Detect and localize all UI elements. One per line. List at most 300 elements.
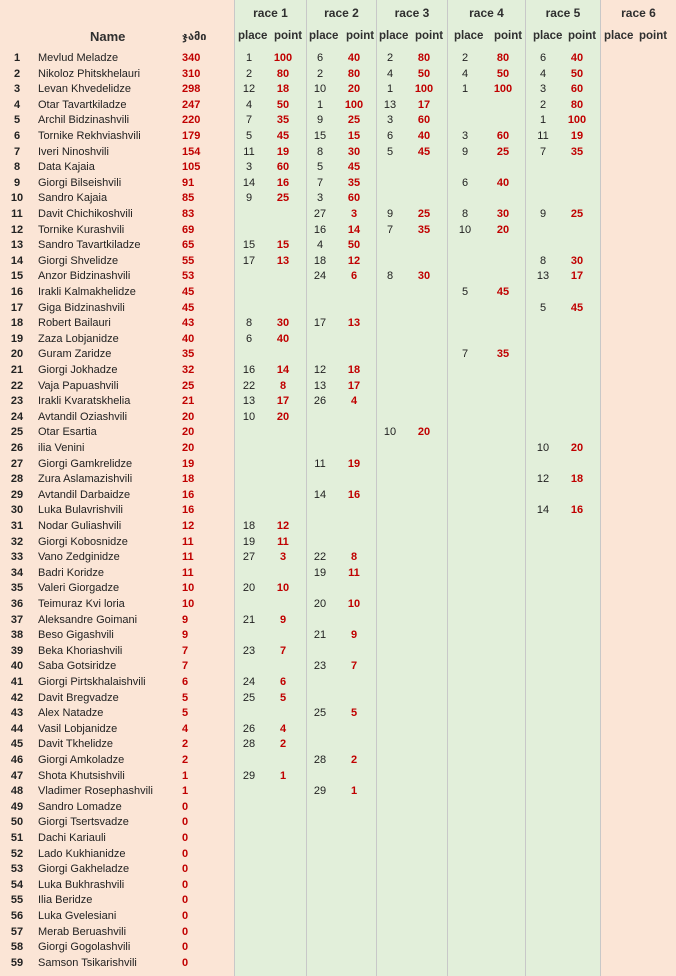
player-name-cell: Tornike Rekhviashvili <box>38 130 141 142</box>
rank-cell: 10 <box>10 192 24 205</box>
rank-cell: 57 <box>10 925 24 938</box>
player-name-cell: Giorgi Kobosnidze <box>38 535 128 548</box>
table-row <box>0 831 676 847</box>
table-row <box>0 566 676 582</box>
race1-point-cell: 14 <box>276 364 290 376</box>
table-row <box>0 925 676 941</box>
total-points-cell: 40 <box>182 332 195 345</box>
race3-place-cell: 1 <box>386 83 394 96</box>
player-name-cell: Beso Gigashvili <box>38 629 114 642</box>
race1-point-cell: 45 <box>276 130 290 142</box>
player-name-cell: Giorgi Pirtskhalaishvili <box>38 676 146 688</box>
race3-point-cell: 50 <box>417 67 431 80</box>
total-points-cell: 55 <box>182 254 195 267</box>
player-name-cell: Vladimer Rosephashvili <box>38 785 153 798</box>
player-name-cell: Archil Bidzinashvili <box>38 114 130 127</box>
player-name-cell: Avtandil Darbaidze <box>38 488 131 501</box>
player-name-cell: Anzor Bidzinashvili <box>38 270 131 283</box>
total-points-cell: 11 <box>182 551 194 564</box>
race1-point-cell: 30 <box>276 317 290 330</box>
race5-point-cell: 80 <box>570 98 584 111</box>
race3-point-cell: 100 <box>414 83 434 96</box>
player-name-cell: Giorgi Bilseishvili <box>38 176 122 189</box>
table-row <box>0 425 676 441</box>
race1-place-cell: 25 <box>242 691 256 704</box>
race2-point-cell: 30 <box>347 145 361 158</box>
race2-point-cell: 4 <box>350 395 358 408</box>
total-points-cell: 19 <box>182 457 195 470</box>
total-points-cell: 18 <box>182 473 195 486</box>
race4-point-cell: 100 <box>493 83 513 96</box>
table-row <box>0 176 676 192</box>
rank-cell: 44 <box>10 722 24 735</box>
total-points-cell: 179 <box>182 130 201 142</box>
player-name-cell: Giorgi Jokhadze <box>38 364 118 376</box>
player-name-cell: Irakli Kvaratskhelia <box>38 395 131 408</box>
race5-place-cell: 3 <box>539 83 547 96</box>
table-row <box>0 410 676 426</box>
race2-point-cell: 9 <box>350 629 358 642</box>
total-points-cell: 83 <box>182 208 195 220</box>
player-name-cell: ilia Venini <box>38 442 85 454</box>
race4-place-cell: 10 <box>458 223 472 236</box>
race4-place-cell: 2 <box>461 52 469 64</box>
total-points-cell: 5 <box>182 691 189 704</box>
player-name-cell: Robert Bailauri <box>38 317 111 330</box>
table-row <box>0 753 676 769</box>
race4-point-header: point <box>494 30 523 42</box>
total-points-cell: 0 <box>182 878 189 891</box>
table-row <box>0 675 676 691</box>
rank-cell: 21 <box>10 364 24 376</box>
player-name-cell: Luka Bulavrishvili <box>38 504 123 517</box>
rank-cell: 40 <box>10 660 24 673</box>
race1-place-cell: 14 <box>242 176 256 189</box>
rank-cell: 1 <box>13 52 21 64</box>
table-row <box>0 815 676 831</box>
race1-point-cell: 40 <box>276 332 290 345</box>
player-name-cell: Lado Kukhianidze <box>38 847 126 860</box>
rank-cell: 4 <box>13 98 21 111</box>
race1-point-cell: 60 <box>276 161 290 174</box>
rank-cell: 11 <box>11 208 23 220</box>
race4-place-header: place <box>454 30 484 42</box>
player-name-cell: Vano Zedginidze <box>38 551 120 564</box>
table-row <box>0 613 676 629</box>
race2-point-cell: 13 <box>347 317 361 330</box>
total-points-cell: 69 <box>182 223 195 236</box>
race1-point-cell: 5 <box>279 691 287 704</box>
rank-cell: 59 <box>10 956 24 969</box>
rank-cell: 51 <box>10 832 24 844</box>
race2-point-cell: 3 <box>350 208 358 220</box>
player-name-cell: Vaja Papuashvili <box>38 379 119 392</box>
table-row <box>0 550 676 566</box>
race2-point-cell: 12 <box>347 254 361 267</box>
race5-place-cell: 13 <box>536 270 550 283</box>
player-name-cell: Mevlud Meladze <box>38 52 119 64</box>
rank-cell: 20 <box>10 348 24 361</box>
race2-place-cell: 6 <box>316 52 324 64</box>
player-name-cell: Zaza Lobjanidze <box>38 332 119 345</box>
player-name-cell: Data Kajaia <box>38 161 95 174</box>
race4-place-cell: 8 <box>461 208 469 220</box>
race1-point-cell: 10 <box>276 582 290 595</box>
rank-cell: 42 <box>10 691 24 704</box>
total-points-cell: 310 <box>182 67 201 80</box>
total-points-cell: 220 <box>182 114 201 127</box>
name-header: Name <box>90 29 126 44</box>
player-name-cell: Luka Gvelesiani <box>38 910 117 922</box>
table-row <box>0 285 676 301</box>
rank-cell: 46 <box>10 754 24 766</box>
race4-header: race 4 <box>469 6 504 20</box>
player-name-cell: Saba Gotsiridze <box>38 660 117 673</box>
race3-point-cell: 17 <box>417 98 431 111</box>
table-row <box>0 160 676 176</box>
race4-place-cell: 9 <box>461 145 469 158</box>
total-points-cell: 0 <box>182 832 189 844</box>
table-row <box>0 940 676 956</box>
player-name-cell: Levan Khvedelidze <box>38 83 131 96</box>
race3-point-cell: 80 <box>417 52 431 64</box>
race5-point-cell: 17 <box>570 270 584 283</box>
race2-point-cell: 14 <box>347 223 361 236</box>
rank-cell: 17 <box>10 301 24 314</box>
race6-point-header: point <box>639 30 668 42</box>
player-name-cell: Giorgi Shvelidze <box>38 254 119 267</box>
player-name-cell: Giga Bidzinashvili <box>38 301 125 314</box>
race2-point-cell: 11 <box>348 566 360 579</box>
race5-place-cell: 10 <box>536 442 550 454</box>
rank-cell: 24 <box>10 410 24 423</box>
race4-point-cell: 25 <box>496 145 510 158</box>
race1-place-cell: 21 <box>242 613 256 626</box>
total-points-cell: 65 <box>182 239 195 252</box>
rank-cell: 49 <box>10 800 24 813</box>
race3-place-cell: 9 <box>386 208 394 220</box>
race5-place-cell: 5 <box>539 301 547 314</box>
race2-place-cell: 17 <box>313 317 327 330</box>
race2-point-cell: 10 <box>347 598 361 610</box>
race5-header: race 5 <box>545 6 581 20</box>
table-row <box>0 238 676 254</box>
total-points-cell: 85 <box>182 192 195 205</box>
player-name-cell: Nikoloz Phitskhelauri <box>38 67 141 80</box>
rank-cell: 47 <box>10 769 24 782</box>
race2-point-cell: 100 <box>344 98 364 111</box>
race1-place-cell: 28 <box>242 738 256 751</box>
rank-cell: 48 <box>10 785 24 798</box>
table-row <box>0 581 676 597</box>
total-points-cell: 11 <box>182 566 194 579</box>
total-points-cell: 0 <box>182 925 189 938</box>
player-name-cell: Otar Tavartkiladze <box>38 98 127 111</box>
total-points-cell: 247 <box>182 98 201 111</box>
total-points-cell: 11 <box>182 535 194 548</box>
race1-point-cell: 11 <box>277 535 289 548</box>
total-points-cell: 0 <box>182 894 189 907</box>
race3-place-cell: 10 <box>383 426 397 439</box>
race3-point-cell: 30 <box>417 270 431 283</box>
race1-place-cell: 4 <box>245 98 253 111</box>
table-row <box>0 67 676 83</box>
race1-point-cell: 1 <box>279 769 287 782</box>
player-name-cell: Avtandil Oziashvili <box>38 410 128 423</box>
player-name-cell: Giorgi Gogolashvili <box>38 941 131 954</box>
race2-point-cell: 7 <box>350 660 358 673</box>
table-row <box>0 223 676 239</box>
race5-place-cell: 11 <box>537 130 549 142</box>
total-points-cell: 25 <box>182 379 195 392</box>
total-points-cell: 0 <box>182 863 189 876</box>
race3-point-header: point <box>415 30 444 42</box>
race3-place-cell: 7 <box>386 223 394 236</box>
rank-cell: 14 <box>10 254 24 267</box>
race5-point-cell: 100 <box>567 114 587 127</box>
total-points-cell: 0 <box>182 800 189 813</box>
table-row <box>0 113 676 129</box>
race2-place-cell: 12 <box>313 364 327 376</box>
rank-cell: 39 <box>10 644 24 657</box>
player-name-cell: Merab Beruashvili <box>38 925 127 938</box>
race4-point-cell: 60 <box>496 130 510 142</box>
table-row <box>0 301 676 317</box>
table-row <box>0 51 676 67</box>
table-row <box>0 82 676 98</box>
total-points-cell: 12 <box>182 520 195 532</box>
table-row <box>0 503 676 519</box>
table-row <box>0 878 676 894</box>
race2-point-cell: 25 <box>347 114 361 127</box>
race1-point-cell: 8 <box>279 379 287 392</box>
rank-cell: 18 <box>10 317 24 330</box>
race2-place-cell: 29 <box>313 785 327 798</box>
race2-place-header: place <box>309 30 339 42</box>
race3-point-cell: 20 <box>417 426 431 439</box>
table-row <box>0 98 676 114</box>
rank-cell: 37 <box>10 613 24 626</box>
player-name-cell: Vasil Lobjanidze <box>38 722 118 735</box>
race1-point-cell: 3 <box>279 551 287 564</box>
race5-place-cell: 14 <box>536 504 550 517</box>
race2-place-cell: 1 <box>316 98 324 111</box>
race6-place-header: place <box>604 30 634 42</box>
race1-place-cell: 15 <box>242 239 256 252</box>
race2-point-cell: 6 <box>350 270 358 283</box>
total-points-cell: 0 <box>182 956 189 969</box>
race2-point-cell: 45 <box>347 161 361 174</box>
race2-place-cell: 10 <box>313 83 327 96</box>
race2-point-cell: 2 <box>350 754 358 766</box>
race5-place-cell: 9 <box>539 208 547 220</box>
race4-point-cell: 35 <box>496 348 510 361</box>
table-row <box>0 269 676 285</box>
table-row <box>0 800 676 816</box>
rank-cell: 5 <box>13 114 21 127</box>
player-name-cell: Tornike Kurashvili <box>38 223 125 236</box>
table-row <box>0 784 676 800</box>
race3-place-cell: 6 <box>386 130 394 142</box>
race2-place-cell: 22 <box>313 551 327 564</box>
race1-place-cell: 19 <box>242 535 256 548</box>
player-name-cell: Davit Chichikoshvili <box>38 208 133 220</box>
rank-cell: 56 <box>10 910 24 922</box>
table-row <box>0 535 676 551</box>
race5-point-cell: 45 <box>570 301 584 314</box>
race4-place-cell: 6 <box>461 176 469 189</box>
race1-place-cell: 11 <box>243 145 255 158</box>
total-points-cell: 45 <box>182 286 195 298</box>
rank-cell: 6 <box>13 130 21 142</box>
race5-point-cell: 35 <box>570 145 584 158</box>
rank-cell: 53 <box>10 863 24 876</box>
total-points-cell: 9 <box>182 629 189 642</box>
race2-place-cell: 2 <box>316 67 324 80</box>
rank-cell: 23 <box>10 395 24 408</box>
race1-place-header: place <box>238 30 268 42</box>
race4-point-cell: 45 <box>496 286 510 298</box>
total-points-cell: 4 <box>182 722 189 735</box>
race5-place-cell: 4 <box>539 67 547 80</box>
table-row <box>0 706 676 722</box>
race4-place-cell: 3 <box>461 130 469 142</box>
race6-header: race 6 <box>621 6 656 20</box>
total-points-cell: 10 <box>182 598 195 610</box>
total-points-cell: 0 <box>182 941 189 954</box>
table-row <box>0 488 676 504</box>
table-row <box>0 862 676 878</box>
total-points-cell: 91 <box>182 176 195 189</box>
race4-point-cell: 40 <box>496 176 510 189</box>
race1-point-cell: 12 <box>276 520 290 532</box>
rank-cell: 36 <box>10 598 24 610</box>
race2-place-cell: 24 <box>313 270 327 283</box>
player-name-cell: Samson Tsikarishvili <box>38 956 137 969</box>
race2-place-cell: 26 <box>313 395 327 408</box>
race3-point-cell: 35 <box>417 223 431 236</box>
race1-place-cell: 3 <box>245 161 253 174</box>
race5-place-header: place <box>533 30 563 42</box>
rank-cell: 58 <box>10 941 24 954</box>
race3-place-cell: 2 <box>386 52 394 64</box>
race1-place-cell: 16 <box>242 364 256 376</box>
race2-point-cell: 15 <box>347 130 361 142</box>
player-name-cell: Davit Tkhelidze <box>38 738 113 751</box>
race3-place-header: place <box>379 30 409 42</box>
player-name-cell: Aleksandre Goimani <box>38 613 138 626</box>
player-name-cell: Iveri Ninoshvili <box>38 145 109 158</box>
race1-place-cell: 5 <box>245 130 253 142</box>
race2-point-cell: 35 <box>347 176 361 189</box>
race1-point-cell: 17 <box>276 395 290 408</box>
player-name-cell: Davit Bregvadze <box>38 691 119 704</box>
race1-point-cell: 50 <box>276 98 290 111</box>
race5-place-cell: 1 <box>539 114 547 127</box>
total-points-cell: 21 <box>182 395 195 408</box>
race5-place-cell: 6 <box>539 52 547 64</box>
rank-cell: 8 <box>13 161 21 174</box>
table-row <box>0 145 676 161</box>
race5-point-cell: 40 <box>570 52 584 64</box>
race2-place-cell: 8 <box>316 145 324 158</box>
race1-point-cell: 6 <box>279 676 287 688</box>
race1-point-cell: 16 <box>276 176 290 189</box>
rank-cell: 54 <box>10 878 24 891</box>
race3-point-cell: 25 <box>417 208 431 220</box>
table-row <box>0 737 676 753</box>
race1-point-cell: 20 <box>276 410 290 423</box>
race5-point-cell: 20 <box>570 442 584 454</box>
player-name-cell: Sandro Kajaia <box>38 192 108 205</box>
total-points-cell: 20 <box>182 442 195 454</box>
race1-place-cell: 12 <box>242 83 256 96</box>
race2-place-cell: 14 <box>313 488 327 501</box>
race1-point-cell: 18 <box>276 83 290 96</box>
race1-place-cell: 18 <box>242 520 256 532</box>
total-points-cell: 0 <box>182 816 189 829</box>
race3-point-cell: 45 <box>417 145 431 158</box>
race1-place-cell: 8 <box>245 317 253 330</box>
rank-cell: 41 <box>10 676 24 688</box>
race2-place-cell: 15 <box>313 130 327 142</box>
total-points-cell: 7 <box>182 660 189 673</box>
table-row <box>0 379 676 395</box>
table-row <box>0 347 676 363</box>
total-points-cell: 2 <box>182 754 189 766</box>
rank-cell: 32 <box>10 535 24 548</box>
race5-point-cell: 18 <box>570 473 584 486</box>
table-row <box>0 769 676 785</box>
race2-place-cell: 23 <box>313 660 327 673</box>
race3-point-cell: 40 <box>417 130 431 142</box>
race1-point-header: point <box>274 30 303 42</box>
rank-cell: 3 <box>13 83 21 96</box>
race1-point-cell: 25 <box>276 192 290 205</box>
player-name-cell: Zura Aslamazishvili <box>38 473 133 486</box>
player-name-cell: Giorgi Tsertsvadze <box>38 816 129 829</box>
race1-point-cell: 15 <box>276 239 290 252</box>
race4-place-cell: 5 <box>461 286 469 298</box>
race3-point-cell: 60 <box>417 114 431 127</box>
table-row <box>0 956 676 972</box>
total-points-cell: 20 <box>182 410 195 423</box>
table-row <box>0 316 676 332</box>
player-name-cell: Giorgi Gakheladze <box>38 863 130 876</box>
race1-place-cell: 17 <box>242 254 256 267</box>
race5-place-cell: 8 <box>539 254 547 267</box>
race2-place-cell: 3 <box>316 192 324 205</box>
race2-place-cell: 28 <box>313 754 327 766</box>
race5-point-cell: 25 <box>570 208 584 220</box>
total-points-cell: 0 <box>182 847 189 860</box>
race2-point-cell: 19 <box>347 457 361 470</box>
rank-cell: 43 <box>10 707 24 720</box>
race2-point-cell: 50 <box>347 239 361 252</box>
race1-place-cell: 26 <box>242 722 256 735</box>
table-row <box>0 207 676 223</box>
rank-cell: 52 <box>10 847 24 860</box>
table-row <box>0 597 676 613</box>
player-name-cell: Badri Koridze <box>38 566 105 579</box>
rank-cell: 9 <box>13 176 21 189</box>
race2-place-cell: 13 <box>313 379 327 392</box>
total-points-cell: 45 <box>182 301 195 314</box>
table-row <box>0 644 676 660</box>
player-name-cell: Nodar Guliashvili <box>38 520 122 532</box>
total-points-cell: 105 <box>182 161 201 174</box>
table-row <box>0 909 676 925</box>
